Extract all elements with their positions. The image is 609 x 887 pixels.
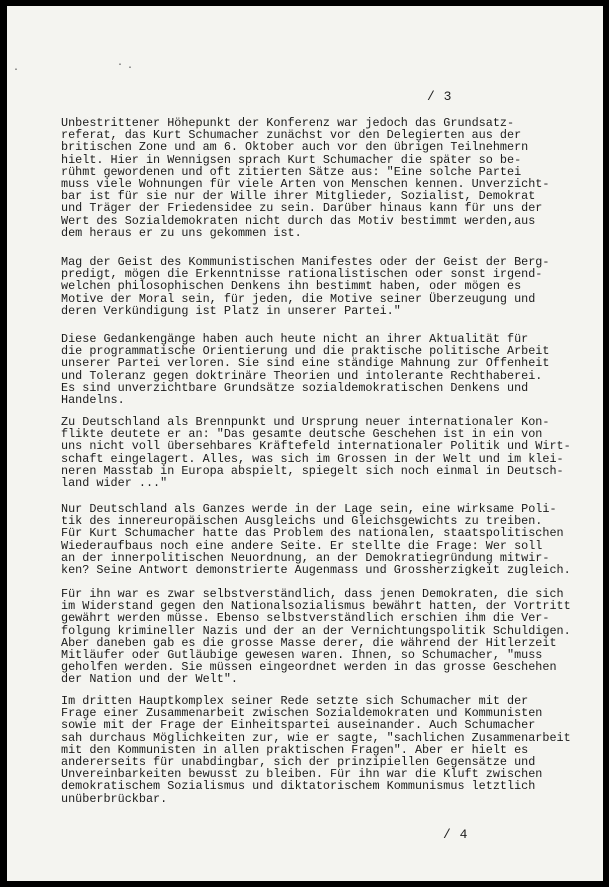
text-line: und Träger der Friedensidee zu sein. Darüber hinaus kann für uns der [61,201,543,216]
text-line: Unvereinbarkeiten bewusst zu bleiben. Für ihn war die Kluft zwischen [61,767,543,782]
text-line: folgung krimineller Nazis und der an der Vernichtungspolitik Schuldigen. [61,623,571,638]
text-line: mit den Kommunisten in allen praktischen Fragen". Aber er hielt es [61,742,529,757]
text-line: Diese Gedankengänge haben auch heute nicht an ihrer Aktualität für [61,332,529,346]
text-line: die programmatische Orientierung und die praktische politische Arbeit [61,344,550,359]
text-line: Handelns. [61,392,125,407]
text-line: britischen Zone und am 6. Oktober auch vor den übrigen Teilnehmern [61,140,529,155]
page-number-footer: / 4 [443,827,468,842]
text-line: Nur Deutschland als Ganzes werde in der Lage sein, eine wirksame Poli- [61,502,557,516]
text-line: hielt. Hier in Wennigsen sprach Kurt Schumacher die später so be- [61,152,522,167]
text-line: neren Masstab in Europa abspielt, spiegelt sich noch einmal in Deutsch- [61,463,564,478]
text-line: Unbestrittener Höhepunkt der Konferenz war jedoch das Grundsatz- [61,116,515,130]
text-line: land wider ..." [61,475,168,490]
text-line: unüberbrückbar. [61,791,168,806]
text-line: Wiederaufbaus noch eine andere Seite. Er stellte die Frage: Wer soll [61,538,543,553]
text-line: dem heraus er zu uns gekommen ist. [61,225,302,240]
document-page [7,6,603,881]
scan-speck: · [117,60,124,71]
text-line: rühmt gewordenen und oft zitierten Sätze aus: "Eine solche Partei [61,164,522,179]
text-line: Für Kurt Schumacher hatte das Problem des nationalen, staatspolitischen [61,526,564,541]
text-line: demokratischem Sozialismus und diktatorischem Kommunismus letztlich [61,779,536,794]
text-line: uns nicht voll übersehbares Kräftefeld internationaler Politik und Wirt- [61,439,571,454]
text-line: an der innerpolitischen Neuordnung, an der Demokratiegründung mitwir- [61,550,550,565]
text-line: welchen philosophischen Denkens ihn bestimmt haben, oder mögen es [61,279,522,294]
scan-speck: · [127,63,134,74]
text-line: geholfen werden. Sie müssen eingeordnet werden in das grosse Geschehen [61,660,557,675]
scan-speck: · [13,65,20,76]
text-line: gewährt werden müsse. Ebenso selbstverständlich erschien ihm die Ver- [61,611,550,626]
text-line: deren Verkündigung ist Platz in unserer Partei." [61,303,401,318]
text-line: andererseits für unabdingbar, sich der prinzipiellen Gegensätze und [61,754,536,769]
text-line: sowie mit der Frage der Einheitspartei auseinander. Auch Schumacher [61,718,536,733]
text-line: und Toleranz gegen doktrinäre Theorien und intolerante Rechthaberei. [61,368,543,383]
text-line: Motive der Moral sein, für jeden, die Motive seiner Überzeugung und [61,291,536,306]
paragraph [61,333,561,406]
text-line: flikte deutete er an: "Das gesamte deutsche Geschehen ist in ein von [61,427,543,442]
paragraph [61,694,571,806]
text-line: unserer Partei verloren. Sie sind eine ständige Mahnung zur Offenheit [61,356,550,371]
text-line: Aber daneben gab es die grosse Masse derer, die während der Hitlerzeit [61,635,557,650]
text-line: ken? Seine Antwort demonstrierte Augenmass und Grossherzigkeit zugleich. [61,562,571,577]
paragraph [61,415,571,490]
text-line: bar ist für sie nur der Wille ihrer Mitglieder, Sozialist, Demokrat [61,189,536,204]
text-line: Zu Deutschland als Brennpunkt und Ursprung neuer internationaler Kon- [61,415,550,429]
text-line: Mag der Geist des Kommunistischen Manifestes oder der Geist der Berg- [61,255,550,269]
text-line: Mitläufer oder Gutläubige gewesen waren. Ihnen, so Schumacher, "muss [61,647,543,662]
text-line: muss viele Wohnungen für viele Arten von Menschen kennen. Unverzicht- [61,176,550,191]
text-line: sah durchaus Möglichkeiten zur, wie er sagte, "sachlichen Zusammenarbeit [61,730,571,745]
text-line: referat, das Kurt Schumacher zunächst vor den Delegierten aus der [61,128,522,143]
text-line: schaft eingelagert. Alles, was sich im Grossen in der Welt und im klei- [61,451,564,466]
paragraph [61,117,561,239]
text-line: Für ihn war es zwar selbstverständlich, dass jenen Demokraten, die sich [61,587,564,601]
text-line: im Widerstand gegen den Nationalsozialismus bewährt hatten, der Vortritt [61,599,571,614]
page-number-header: / 3 [427,89,452,104]
text-line: Es sind unverzichtbare Grundsätze sozialdemokratischen Denkens und [61,380,529,395]
text-line: Wert des Sozialdemokraten nicht durch das Motiv bestimmt werden,aus [61,213,536,228]
paragraph [61,502,571,577]
text-line: Frage einer Zusammenarbeit zwischen Sozialdemokraten und Kommunisten [61,706,543,721]
text-line: der Nation und der Welt". [61,672,238,687]
text-line: predigt, mögen die Erkenntnisse rationalistischen oder sonst irgend- [61,267,543,282]
text-line: tik des innereuropäischen Ausgleichs und Gleichsgewichts zu treiben. [61,514,543,529]
paragraph [61,587,571,687]
text-line: Im dritten Hauptkomplex seiner Rede setzte sich Schumacher mit der [61,694,529,708]
paragraph [61,256,561,317]
